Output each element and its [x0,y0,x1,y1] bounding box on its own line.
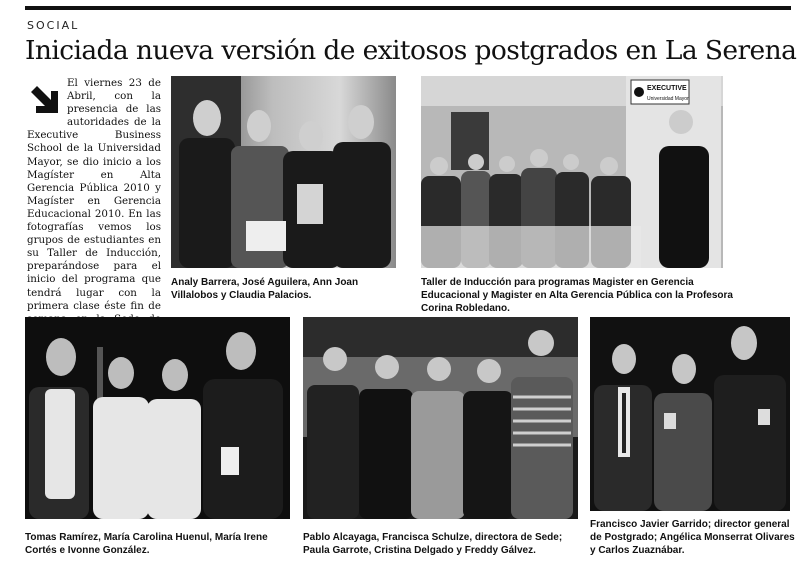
banner-logo: EXECUTIVE [647,85,687,92]
section-label: SOCIAL [27,19,80,32]
photo-5 [590,317,790,511]
photo-3-caption: Tomas Ramírez, María Carolina Huenul, María Irene Cortés e Ivonne González. [25,532,268,556]
banner-sub: Universidad Mayor [647,96,689,102]
article-text: El viernes 23 de Abril, con la presencia de las autoridades de la Executive Business School de la Universidad Mayor, se dio inicio a los Magíster en Alta Gerencia Pública 2010 y Magíster en Gerencia Educacional 2010. En las fotografías vemos los grupos de estudiantes en su Taller de Inducción, preparándose para el inicio del programa que tendrá lugar con la primera clase éste fin de [27,77,161,312]
photo-4-caption: Pablo Alcayaga, Francisca Schulze, directora de Sede; Paula Garrote, Cristina Delgado y Freddy Gálvez. [303,532,563,556]
photo-2-caption: Taller de Inducción para programas Magister en Gerencia Educacional y Magister en Alta Gerencia Pública con la Profesora Corina Robledano. [421,277,733,314]
photo-3 [25,317,290,519]
photo-1 [171,76,396,268]
photo-2 [421,76,723,268]
photo-1-caption: Analy Barrera, José Aguilera, Ann Joan Villalobos y Claudia Palacios. [171,277,359,301]
photo-4 [303,317,578,519]
photo-5-caption: Francisco Javier Garrido; director general de Postgrado; Angélica Monserrat Olivares y Carlos Zuaznábar. [590,519,795,556]
headline: Iniciada nueva versión de exitosos postgrados en La Serena [25,35,797,66]
article-body [27,77,161,352]
top-rule [25,6,791,10]
